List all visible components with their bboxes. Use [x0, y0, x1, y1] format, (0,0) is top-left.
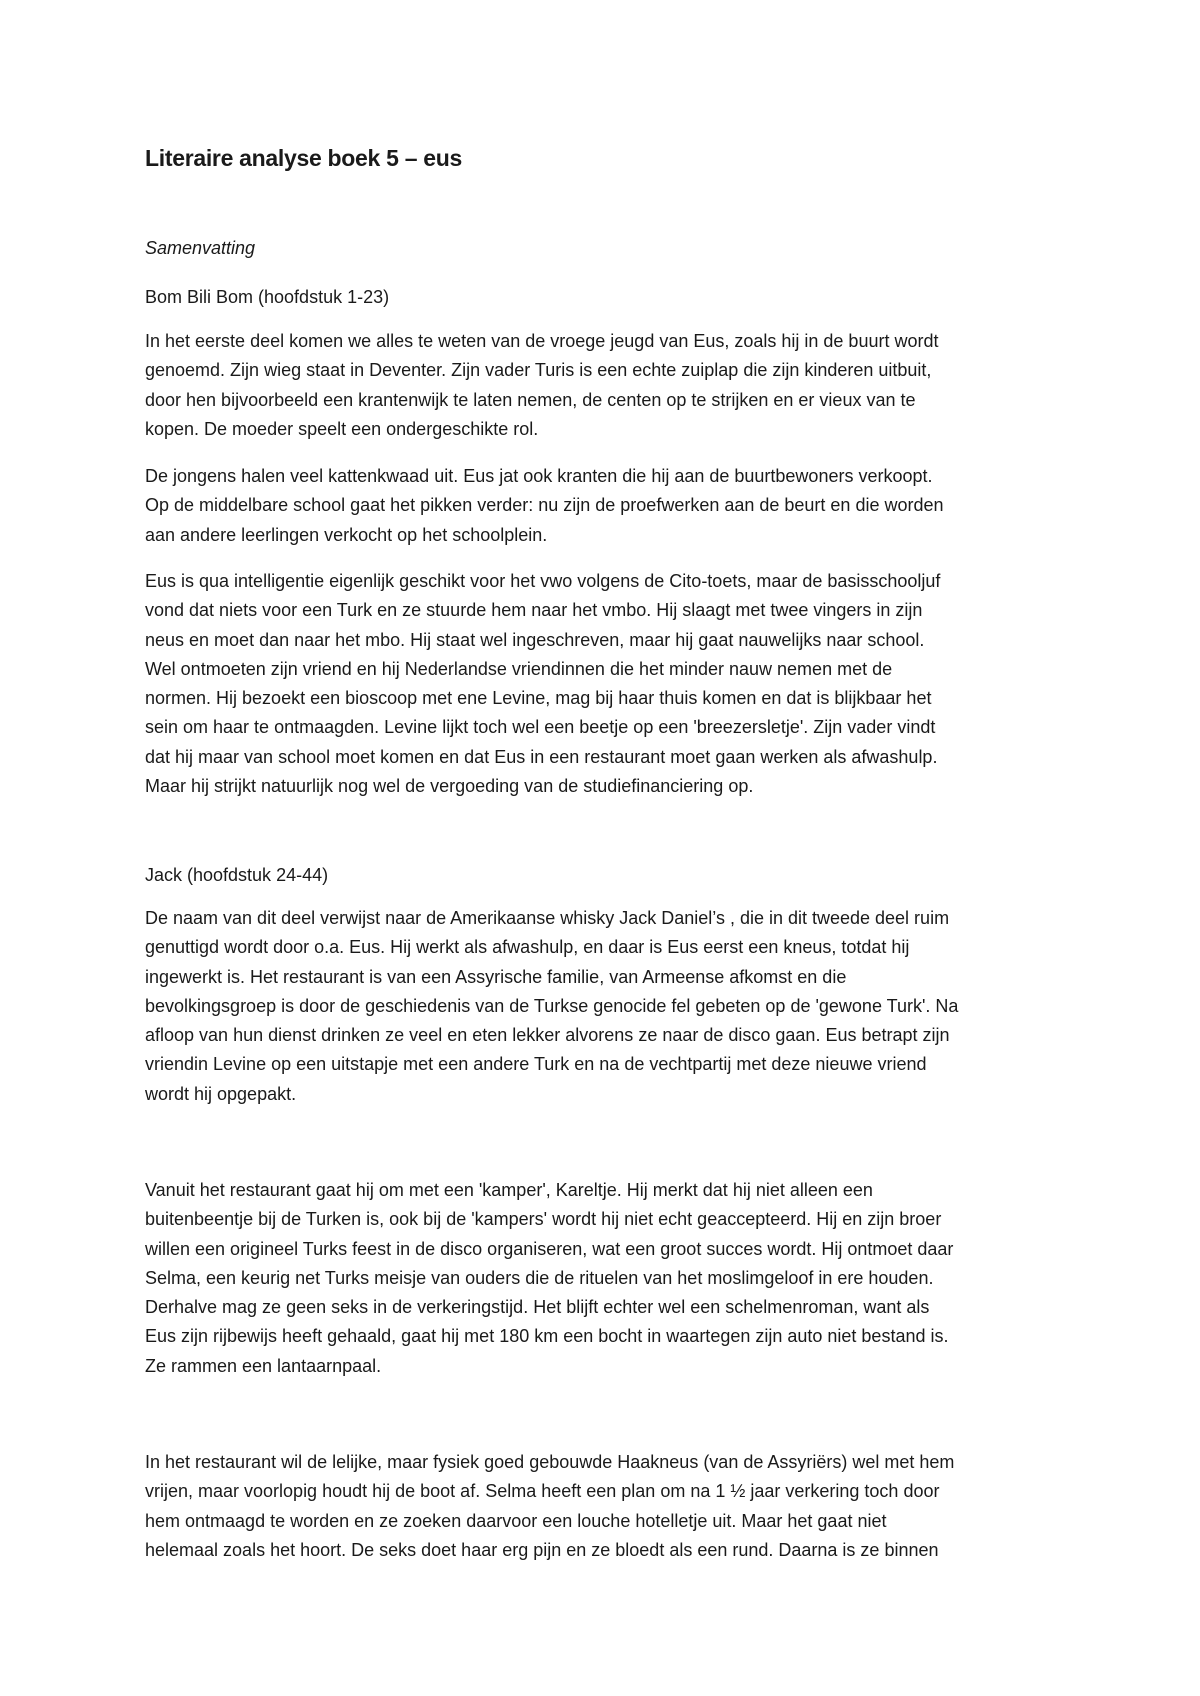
paragraph-3 — [145, 567, 1065, 801]
paragraph-line: genuttigd wordt door o.a. Eus. Hij werkt als afwashulp, en daar is Eus eerst een kneus, totdat hij — [145, 937, 910, 958]
part2-heading: Jack (hoofdstuk 24-44) — [145, 865, 329, 885]
paragraph-line: sein om haar te ontmaagden. Levine lijkt toch wel een beetje op een 'breezersletje'. Zijn vader vindt — [145, 717, 936, 738]
section-label-summary: Samenvatting — [145, 238, 256, 258]
paragraph-line: De jongens halen veel kattenkwaad uit. Eus jat ook kranten die hij aan de buurtbewoners verkoopt. — [145, 466, 933, 486]
paragraph-line: De naam van dit deel verwijst naar de Amerikaanse whisky Jack Daniel’s , die in dit tweede deel ruim — [145, 908, 950, 928]
paragraph-line: neus en moet dan naar het mbo. Hij staat wel ingeschreven, maar hij gaat nauwelijks naar school. — [145, 629, 925, 650]
paragraph-line: Vanuit het restaurant gaat hij om met een 'kamper', Kareltje. Hij merkt dat hij niet alleen een — [145, 1180, 873, 1200]
paragraph-line: bevolkingsgroep is door de geschiedenis van de Turkse genocide fel gebeten op de 'gewone Turk'. Na — [145, 995, 959, 1016]
paragraph-line: Eus is qua intelligentie eigenlijk geschikt voor het vwo volgens de Cito-toets, maar de basisschooljuf — [145, 571, 941, 591]
paragraph-2 — [145, 462, 1065, 550]
paragraph-line: Selma, een keurig net Turks meisje van ouders die de rituelen van het moslimgeloof in ere houden. — [145, 1267, 934, 1288]
paragraph-5 — [145, 1176, 1065, 1381]
paragraph-line: Eus zijn rijbewijs heeft gehaald, gaat hij met 180 km een bocht in waartegen zijn auto niet bestand is. — [145, 1326, 949, 1347]
paragraph-line: wordt hij opgepakt. — [145, 1083, 297, 1104]
paragraph-line: In het restaurant wil de lelijke, maar fysiek goed gebouwde Haakneus (van de Assyriërs) wel met hem — [145, 1452, 955, 1472]
paragraph-line: afloop van hun dienst drinken ze veel en eten lekker alvorens ze naar de disco gaan. Eus betrapt zijn — [145, 1025, 950, 1046]
paragraph-line: vrijen, maar voorlopig houdt hij de boot af. Selma heeft een plan om na 1 ½ jaar verkering toch door — [145, 1481, 940, 1502]
paragraph-line: hem ontmaagd te worden en ze zoeken daarvoor een louche hotelletje uit. Maar het gaat niet — [145, 1510, 887, 1531]
paragraph-line: vond dat niets voor een Turk en ze stuurde hem naar het vmbo. Hij slaagt met twee vingers in zijn — [145, 600, 923, 621]
part1-heading: Bom Bili Bom (hoofdstuk 1-23) — [145, 287, 390, 307]
paragraph-line: Wel ontmoeten zijn vriend en hij Nederlandse vriendinnen die het minder nauw nemen met de — [145, 658, 893, 679]
paragraph-line: dat hij maar van school moet komen en dat Eus in een restaurant moet gaan werken als afwashulp. — [145, 746, 938, 767]
paragraph-line: Derhalve mag ze geen seks in de verkeringstijd. Het blijft echter wel een schelmenroman, want als — [145, 1297, 930, 1318]
paragraph-line: helemaal zoals het hoort. De seks doet haar erg pijn en ze bloedt als een rund. Daarna is ze binnen — [145, 1539, 939, 1560]
paragraph-line: ingewerkt is. Het restaurant is van een Assyrische familie, van Armeense afkomst en die — [145, 966, 847, 987]
paragraph-line: Maar hij strijkt natuurlijk nog wel de vergoeding van de studiefinanciering op. — [145, 776, 754, 797]
paragraph-line: willen een origineel Turks feest in de disco organiseren, wat een groot succes wordt. Hij ontmoet daar — [145, 1238, 954, 1259]
paragraph-line: aan andere leerlingen verkocht op het schoolplein. — [145, 524, 548, 545]
paragraph-1 — [145, 327, 1065, 444]
paragraph-line: kopen. De moeder speelt een ondergeschikte rol. — [145, 418, 539, 439]
paragraph-line: vriendin Levine op een uitstapje met een andere Turk en na de vechtpartij met deze nieuwe vriend — [145, 1054, 927, 1075]
paragraph-line: normen. Hij bezoekt een bioscoop met ene Levine, mag bij haar thuis komen en dat is blijkbaar het — [145, 688, 932, 709]
paragraph-line: In het eerste deel komen we alles te weten van de vroege jeugd van Eus, zoals hij in de buurt wordt — [145, 331, 939, 351]
document-title: Literaire analyse boek 5 – eus — [145, 145, 463, 171]
paragraph-line: Op de middelbare school gaat het pikken verder: nu zijn de proefwerken aan de beurt en die worden — [145, 495, 944, 516]
paragraph-line: door hen bijvoorbeeld een krantenwijk te laten nemen, de centen op te strijken en er vieux van te — [145, 389, 916, 410]
paragraph-line: buitenbeentje bij de Turken is, ook bij de 'kampers' wordt hij niet echt geaccepteerd. Hij en zijn broer — [145, 1209, 942, 1230]
paragraph-line: genoemd. Zijn wieg staat in Deventer. Zijn vader Turis is een echte zuiplap die zijn kinderen uitbuit, — [145, 360, 932, 381]
paragraph-6 — [145, 1448, 1065, 1565]
paragraph-4 — [145, 904, 1065, 1109]
paragraph-line: Ze rammen een lantaarnpaal. — [145, 1355, 382, 1376]
